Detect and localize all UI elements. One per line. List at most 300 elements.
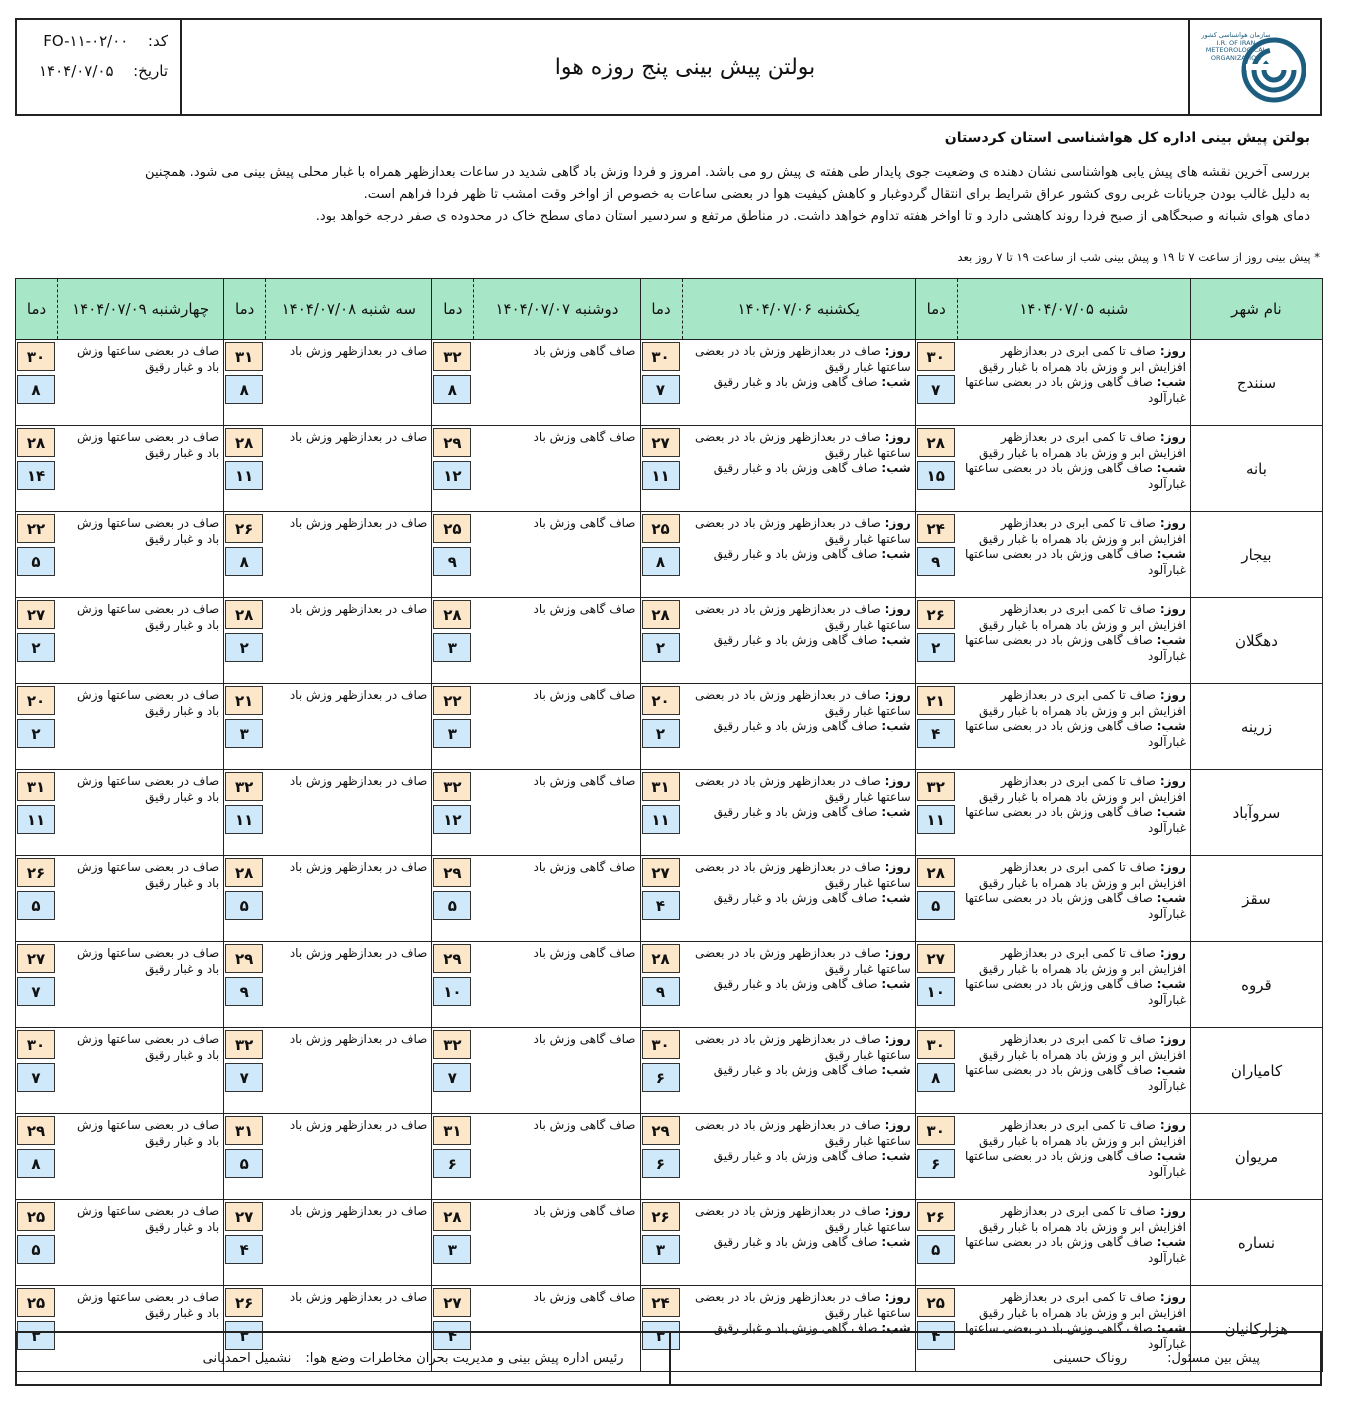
forecast-desc-day3: صاف گاهی وزش باد	[474, 684, 640, 770]
day-forecast-text: صاف تا کمی ابری در بعدازظهر افزایش ابر و وزش باد همراه با غبار رقیق	[979, 430, 1186, 460]
night-forecast-text: صاف گاهی وزش باد در بعضی ساعتها غبارآلود	[964, 547, 1186, 577]
day-forecast	[961, 430, 1186, 461]
forecast-desc-day3: صاف گاهی وزش باد	[474, 856, 640, 942]
forecast-desc-day1	[957, 684, 1190, 770]
table-row	[16, 426, 1323, 512]
day-label: روز:	[884, 946, 911, 960]
max-temp: ۳۲	[433, 1030, 471, 1059]
forecast-desc-day1	[957, 856, 1190, 942]
night-forecast	[686, 375, 911, 391]
day-header: سه شنبه ۱۴۰۴/۰۷/۰۸	[266, 279, 432, 340]
temp-cell	[640, 684, 682, 770]
signature-footer	[15, 1331, 1322, 1386]
day-label: روز:	[1159, 1032, 1186, 1046]
temp-cell	[640, 598, 682, 684]
max-temp: ۲۵	[17, 1202, 55, 1231]
min-temp: ۵	[17, 1235, 55, 1264]
forecast-desc-day2	[682, 942, 915, 1028]
table-row	[16, 512, 1323, 598]
forecaster-box	[669, 1333, 1321, 1384]
min-temp: ۹	[642, 977, 680, 1006]
table-row	[16, 598, 1323, 684]
max-temp: ۳۰	[917, 1030, 955, 1059]
forecast-time-note: * پیش بینی روز از ساعت ۷ تا ۱۹ و پیش بینی شب از ساعت ۱۹ تا ۷ روز بعد	[957, 250, 1320, 264]
day-forecast	[686, 1118, 911, 1149]
max-temp: ۲۸	[917, 858, 955, 887]
max-temp: ۲۸	[433, 600, 471, 629]
min-temp: ۱۲	[433, 805, 471, 834]
max-temp: ۳۲	[917, 772, 955, 801]
max-temp: ۲۴	[917, 514, 955, 543]
min-temp: ۴	[917, 1321, 955, 1350]
night-forecast	[686, 719, 911, 735]
temp-cell	[16, 1200, 58, 1286]
night-forecast	[961, 547, 1186, 578]
head-name: نشمیل احمدیانی	[202, 1351, 292, 1366]
min-temp: ۲	[917, 633, 955, 662]
forecast-desc-day5: صاف در بعضی ساعتها وزش باد و غبار رقیق	[58, 942, 224, 1028]
max-temp: ۳۱	[225, 342, 263, 371]
temp-cell	[224, 598, 266, 684]
forecast-desc-day2	[682, 598, 915, 684]
max-temp: ۲۵	[17, 1288, 55, 1317]
night-label: شب:	[1156, 977, 1186, 991]
night-forecast-text: صاف گاهی وزش باد در بعضی ساعتها غبارآلود	[964, 1063, 1186, 1093]
temp-cell	[915, 856, 957, 942]
day-forecast-text: صاف در بعدازظهر وزش باد در بعضی ساعتها غبار رقیق	[694, 1118, 911, 1148]
logo-cell	[1188, 20, 1320, 114]
temp-cell	[915, 684, 957, 770]
forecast-desc-day4: صاف در بعدازظهر وزش باد	[266, 1200, 432, 1286]
day-forecast-text: صاف در بعدازظهر وزش باد در بعضی ساعتها غبار رقیق	[694, 1204, 911, 1234]
min-temp: ۱۱	[642, 461, 680, 490]
day-label: روز:	[884, 688, 911, 702]
temp-cell	[16, 1028, 58, 1114]
night-label: شب:	[1156, 1063, 1186, 1077]
max-temp: ۲۴	[642, 1288, 680, 1317]
day-label: روز:	[1159, 602, 1186, 616]
max-temp: ۳۰	[642, 342, 680, 371]
temp-header: دما	[16, 279, 58, 340]
day-forecast	[961, 344, 1186, 375]
temp-cell	[16, 1114, 58, 1200]
temp-cell	[16, 856, 58, 942]
day-forecast	[686, 946, 911, 977]
max-temp: ۲۹	[433, 944, 471, 973]
max-temp: ۲۷	[917, 944, 955, 973]
night-label: شب:	[1156, 547, 1186, 561]
table-header-row	[16, 279, 1323, 340]
min-temp: ۴	[917, 719, 955, 748]
night-label: شب:	[881, 1321, 911, 1335]
forecast-desc-day4: صاف در بعدازظهر وزش باد	[266, 942, 432, 1028]
min-temp: ۹	[917, 547, 955, 576]
forecaster-name: روناک حسینی	[1052, 1351, 1128, 1366]
min-temp: ۲	[642, 719, 680, 748]
night-label: شب:	[1156, 1235, 1186, 1249]
night-forecast	[961, 375, 1186, 406]
forecast-desc-day1	[957, 770, 1190, 856]
day-forecast-text: صاف در بعدازظهر وزش باد در بعضی ساعتها غبار رقیق	[694, 1290, 911, 1320]
max-temp: ۳۱	[17, 772, 55, 801]
day-label: روز:	[1159, 516, 1186, 530]
table-row	[16, 856, 1323, 942]
day-label: روز:	[884, 602, 911, 616]
max-temp: ۲۷	[17, 944, 55, 973]
max-temp: ۲۸	[433, 1202, 471, 1231]
day-forecast	[961, 1118, 1186, 1149]
temp-cell	[224, 684, 266, 770]
temp-cell	[16, 340, 58, 426]
city-name: هزارکانیان	[1190, 1286, 1322, 1372]
day-forecast	[686, 774, 911, 805]
page-title: بولتن پیش بینی پنج روزه هوا	[554, 54, 816, 80]
night-label: شب:	[881, 461, 911, 475]
forecast-desc-day4: صاف در بعدازظهر وزش باد	[266, 1286, 432, 1372]
night-forecast-text: صاف گاهی وزش باد و غبار رقیق	[713, 1063, 878, 1077]
min-temp: ۱۲	[433, 461, 471, 490]
night-forecast	[961, 977, 1186, 1008]
day-forecast	[961, 688, 1186, 719]
min-temp: ۷	[433, 1063, 471, 1092]
forecast-desc-day4: صاف در بعدازظهر وزش باد	[266, 856, 432, 942]
temp-header: دما	[224, 279, 266, 340]
night-forecast	[686, 805, 911, 821]
temp-cell	[915, 426, 957, 512]
night-forecast	[686, 1063, 911, 1079]
night-label: شب:	[1156, 461, 1186, 475]
max-temp: ۳۰	[917, 1116, 955, 1145]
max-temp: ۲۶	[917, 600, 955, 629]
min-temp: ۶	[433, 1149, 471, 1178]
head-label: رئیس اداره پیش بینی و مدیریت بحران مخاطرات وضع هوا:	[305, 1351, 624, 1366]
min-temp: ۳	[642, 1321, 680, 1350]
night-label: شب:	[1156, 1321, 1186, 1335]
night-label: شب:	[1156, 719, 1186, 733]
forecast-desc-day3: صاف گاهی وزش باد	[474, 340, 640, 426]
forecast-desc-day1	[957, 598, 1190, 684]
day-forecast	[686, 430, 911, 461]
code-label: کد:	[147, 32, 168, 50]
forecast-desc-day4: صاف در بعدازظهر وزش باد	[266, 598, 432, 684]
bulletin-text	[20, 162, 1310, 228]
night-forecast-text: صاف گاهی وزش باد در بعضی ساعتها غبارآلود	[964, 1235, 1186, 1265]
min-temp: ۷	[642, 375, 680, 404]
max-temp: ۲۱	[917, 686, 955, 715]
day-label: روز:	[884, 430, 911, 444]
day-forecast-text: صاف تا کمی ابری در بعدازظهر افزایش ابر و وزش باد همراه با غبار رقیق	[979, 1032, 1186, 1062]
min-temp: ۴	[642, 891, 680, 920]
min-temp: ۱۱	[17, 805, 55, 834]
forecast-desc-day5: صاف در بعضی ساعتها وزش باد و غبار رقیق	[58, 598, 224, 684]
min-temp: ۱۴	[17, 461, 55, 490]
min-temp: ۱۱	[225, 805, 263, 834]
day-label: روز:	[1159, 946, 1186, 960]
bulletin-text-line2: به دلیل غالب بودن جریانات غربی روی کشور عراق شرایط برای انتقال گردوغبار و کاهش کیفیت هوا در بعضی ساعات به خصوص از اواخر وقت امشب تا ظهر فردا فراهم است.	[363, 187, 1310, 202]
forecast-desc-day3: صاف گاهی وزش باد	[474, 512, 640, 598]
temp-header: دما	[915, 279, 957, 340]
max-temp: ۳۲	[433, 772, 471, 801]
forecast-desc-day2	[682, 770, 915, 856]
temp-cell	[224, 1200, 266, 1286]
temp-cell	[224, 1028, 266, 1114]
min-temp: ۶	[917, 1149, 955, 1178]
temp-cell	[432, 856, 474, 942]
min-temp: ۸	[17, 375, 55, 404]
day-forecast-text: صاف در بعدازظهر وزش باد در بعضی ساعتها غبار رقیق	[694, 430, 911, 460]
temp-cell	[915, 1114, 957, 1200]
max-temp: ۳۰	[17, 342, 55, 371]
min-temp: ۶	[642, 1149, 680, 1178]
min-temp: ۳	[642, 1235, 680, 1264]
day-forecast-text: صاف تا کمی ابری در بعدازظهر افزایش ابر و وزش باد همراه با غبار رقیق	[979, 516, 1186, 546]
min-temp: ۸	[225, 375, 263, 404]
min-temp: ۸	[642, 547, 680, 576]
min-temp: ۴	[225, 1235, 263, 1264]
temp-cell	[16, 684, 58, 770]
min-temp: ۵	[225, 891, 263, 920]
temp-cell	[640, 1114, 682, 1200]
day-forecast	[961, 602, 1186, 633]
forecast-desc-day1	[957, 340, 1190, 426]
temp-cell	[640, 512, 682, 598]
night-forecast	[686, 547, 911, 563]
night-forecast-text: صاف گاهی وزش باد و غبار رقیق	[713, 977, 878, 991]
temp-cell	[224, 340, 266, 426]
max-temp: ۲۸	[917, 428, 955, 457]
day-forecast-text: صاف تا کمی ابری در بعدازظهر افزایش ابر و وزش باد همراه با غبار رقیق	[979, 774, 1186, 804]
max-temp: ۲۹	[433, 428, 471, 457]
day-forecast-text: صاف در بعدازظهر وزش باد در بعضی ساعتها غبار رقیق	[694, 860, 911, 890]
min-temp: ۹	[433, 547, 471, 576]
city-name: کامیاران	[1190, 1028, 1322, 1114]
night-forecast-text: صاف گاهی وزش باد در بعضی ساعتها غبارآلود	[964, 805, 1186, 835]
day-label: روز:	[884, 1204, 911, 1218]
logo-text-line2: METEOROLOGICAL	[1205, 46, 1267, 54]
code-value: FO-۱۱-۰۲/۰۰	[43, 32, 129, 50]
temp-cell	[432, 942, 474, 1028]
max-temp: ۳۱	[433, 1116, 471, 1145]
day-label: روز:	[884, 1118, 911, 1132]
temp-cell	[915, 512, 957, 598]
min-temp: ۶	[642, 1063, 680, 1092]
temp-cell	[640, 1200, 682, 1286]
table-row	[16, 1114, 1323, 1200]
day-header: دوشنبه ۱۴۰۴/۰۷/۰۷	[474, 279, 640, 340]
day-forecast	[961, 1204, 1186, 1235]
temp-cell	[640, 426, 682, 512]
temp-cell	[432, 770, 474, 856]
min-temp: ۲	[642, 633, 680, 662]
min-temp: ۲	[17, 633, 55, 662]
night-forecast-text: صاف گاهی وزش باد و غبار رقیق	[713, 891, 878, 905]
forecast-table-body	[16, 340, 1323, 1372]
min-temp: ۷	[17, 977, 55, 1006]
max-temp: ۳۱	[225, 1116, 263, 1145]
document-code-box	[17, 20, 182, 114]
max-temp: ۲۸	[225, 428, 263, 457]
min-temp: ۱۱	[917, 805, 955, 834]
temp-cell	[16, 942, 58, 1028]
city-name: سنندج	[1190, 340, 1322, 426]
temp-cell	[432, 340, 474, 426]
city-name: زرینه	[1190, 684, 1322, 770]
table-row	[16, 340, 1323, 426]
city-name: قروه	[1190, 942, 1322, 1028]
forecast-desc-day1	[957, 942, 1190, 1028]
forecast-desc-day5: صاف در بعضی ساعتها وزش باد و غبار رقیق	[58, 1114, 224, 1200]
max-temp: ۲۹	[642, 1116, 680, 1145]
night-label: شب:	[881, 977, 911, 991]
forecast-desc-day3: صاف گاهی وزش باد	[474, 426, 640, 512]
date-row	[39, 62, 168, 80]
city-name: مریوان	[1190, 1114, 1322, 1200]
max-temp: ۳۰	[917, 342, 955, 371]
forecast-desc-day2	[682, 340, 915, 426]
forecast-desc-day1	[957, 512, 1190, 598]
min-temp: ۵	[917, 891, 955, 920]
forecast-desc-day5: صاف در بعضی ساعتها وزش باد و غبار رقیق	[58, 1028, 224, 1114]
temp-cell	[432, 684, 474, 770]
max-temp: ۲۵	[433, 514, 471, 543]
forecast-desc-day5: صاف در بعضی ساعتها وزش باد و غبار رقیق	[58, 340, 224, 426]
forecast-desc-day5: صاف در بعضی ساعتها وزش باد و غبار رقیق	[58, 512, 224, 598]
max-temp: ۲۲	[433, 686, 471, 715]
forecast-desc-day2	[682, 1114, 915, 1200]
forecast-desc-day2	[682, 684, 915, 770]
night-forecast-text: صاف گاهی وزش باد و غبار رقیق	[713, 1321, 878, 1335]
night-forecast-text: صاف گاهی وزش باد و غبار رقیق	[713, 805, 878, 819]
day-label: روز:	[1159, 860, 1186, 874]
max-temp: ۲۸	[17, 428, 55, 457]
day-forecast-text: صاف تا کمی ابری در بعدازظهر افزایش ابر و وزش باد همراه با غبار رقیق	[979, 1204, 1186, 1234]
day-forecast-text: صاف تا کمی ابری در بعدازظهر افزایش ابر و وزش باد همراه با غبار رقیق	[979, 860, 1186, 890]
min-temp: ۵	[225, 1149, 263, 1178]
day-label: روز:	[1159, 1118, 1186, 1132]
temp-cell	[224, 856, 266, 942]
day-header: چهارشنبه ۱۴۰۴/۰۷/۰۹	[58, 279, 224, 340]
night-forecast	[961, 1149, 1186, 1180]
max-temp: ۳۰	[642, 1030, 680, 1059]
night-forecast	[686, 891, 911, 907]
forecast-desc-day3: صاف گاهی وزش باد	[474, 1028, 640, 1114]
forecast-desc-day5: صاف در بعضی ساعتها وزش باد و غبار رقیق	[58, 770, 224, 856]
night-forecast	[686, 1149, 911, 1165]
night-label: شب:	[881, 1235, 911, 1249]
day-forecast	[961, 860, 1186, 891]
day-forecast	[961, 1032, 1186, 1063]
min-temp: ۵	[433, 891, 471, 920]
day-forecast-text: صاف در بعدازظهر وزش باد در بعضی ساعتها غبار رقیق	[694, 344, 911, 374]
temp-header: دما	[640, 279, 682, 340]
day-forecast	[686, 1032, 911, 1063]
max-temp: ۲۹	[17, 1116, 55, 1145]
night-label: شب:	[881, 719, 911, 733]
temp-cell	[432, 512, 474, 598]
max-temp: ۲۷	[17, 600, 55, 629]
table-row	[16, 1028, 1323, 1114]
min-temp: ۷	[225, 1063, 263, 1092]
day-forecast-text: صاف در بعدازظهر وزش باد در بعضی ساعتها غبار رقیق	[694, 602, 911, 632]
day-forecast	[961, 1290, 1186, 1321]
temp-cell	[224, 1114, 266, 1200]
forecast-desc-day5: صاف در بعضی ساعتها وزش باد و غبار رقیق	[58, 684, 224, 770]
night-forecast-text: صاف گاهی وزش باد در بعضی ساعتها غبارآلود	[964, 633, 1186, 663]
date-label: تاریخ:	[133, 62, 168, 80]
day-label: روز:	[1159, 344, 1186, 358]
head-box	[17, 1333, 669, 1384]
night-label: شب:	[881, 1149, 911, 1163]
forecast-desc-day1	[957, 426, 1190, 512]
max-temp: ۲۸	[225, 600, 263, 629]
night-forecast	[961, 805, 1186, 836]
day-forecast-text: صاف در بعدازظهر وزش باد در بعضی ساعتها غبار رقیق	[694, 516, 911, 546]
day-forecast-text: صاف تا کمی ابری در بعدازظهر افزایش ابر و وزش باد همراه با غبار رقیق	[979, 602, 1186, 632]
forecast-desc-day3: صاف گاهی وزش باد	[474, 942, 640, 1028]
min-temp: ۳	[17, 1321, 55, 1350]
night-forecast-text: صاف گاهی وزش باد در بعضی ساعتها غبارآلود	[964, 891, 1186, 921]
bulletin-text-line3: دمای هوای شبانه و صبحگاهی از صبح فردا روند کاهشی دارد و تا اواخر هفته تداوم خواهد داشت. در مناطق مرتفع و سردسیر استان دمای سطح خاک در محدوده ی صفر درجه خواهد بود.	[315, 209, 1310, 224]
min-temp: ۱۱	[642, 805, 680, 834]
night-label: شب:	[881, 805, 911, 819]
night-forecast	[961, 1235, 1186, 1266]
max-temp: ۲۸	[225, 858, 263, 887]
temp-cell	[915, 942, 957, 1028]
forecast-desc-day2	[682, 426, 915, 512]
day-forecast-text: صاف در بعدازظهر وزش باد در بعضی ساعتها غبار رقیق	[694, 1032, 911, 1062]
max-temp: ۲۸	[642, 944, 680, 973]
temp-cell	[640, 770, 682, 856]
forecast-desc-day4: صاف در بعدازظهر وزش باد	[266, 512, 432, 598]
forecast-desc-day5: صاف در بعضی ساعتها وزش باد و غبار رقیق	[58, 426, 224, 512]
min-temp: ۹	[225, 977, 263, 1006]
forecast-desc-day4: صاف در بعدازظهر وزش باد	[266, 684, 432, 770]
temp-cell	[432, 1114, 474, 1200]
night-forecast	[961, 1063, 1186, 1094]
min-temp: ۲	[17, 719, 55, 748]
forecast-desc-day1	[957, 1200, 1190, 1286]
night-forecast-text: صاف گاهی وزش باد و غبار رقیق	[713, 375, 878, 389]
temp-cell	[432, 1028, 474, 1114]
max-temp: ۲۹	[225, 944, 263, 973]
night-label: شب:	[881, 1063, 911, 1077]
day-label: روز:	[1159, 688, 1186, 702]
temp-cell	[16, 512, 58, 598]
min-temp: ۵	[917, 1235, 955, 1264]
forecast-desc-day4: صاف در بعدازظهر وزش باد	[266, 340, 432, 426]
min-temp: ۳	[433, 633, 471, 662]
table-row	[16, 770, 1323, 856]
city-name: سقز	[1190, 856, 1322, 942]
max-temp: ۲۶	[17, 858, 55, 887]
day-label: روز:	[884, 1290, 911, 1304]
max-temp: ۲۷	[642, 858, 680, 887]
temp-cell	[640, 1028, 682, 1114]
night-forecast-text: صاف گاهی وزش باد در بعضی ساعتها غبارآلود	[964, 977, 1186, 1007]
forecast-desc-day5: صاف در بعضی ساعتها وزش باد و غبار رقیق	[58, 1286, 224, 1372]
min-temp: ۸	[433, 375, 471, 404]
night-label: شب:	[881, 891, 911, 905]
max-temp: ۲۷	[642, 428, 680, 457]
night-forecast	[961, 719, 1186, 750]
temp-cell	[224, 942, 266, 1028]
temp-cell	[432, 1200, 474, 1286]
day-forecast	[961, 946, 1186, 977]
temp-header: دما	[432, 279, 474, 340]
forecast-desc-day4: صاف در بعدازظهر وزش باد	[266, 770, 432, 856]
min-temp: ۷	[917, 375, 955, 404]
day-label: روز:	[1159, 430, 1186, 444]
